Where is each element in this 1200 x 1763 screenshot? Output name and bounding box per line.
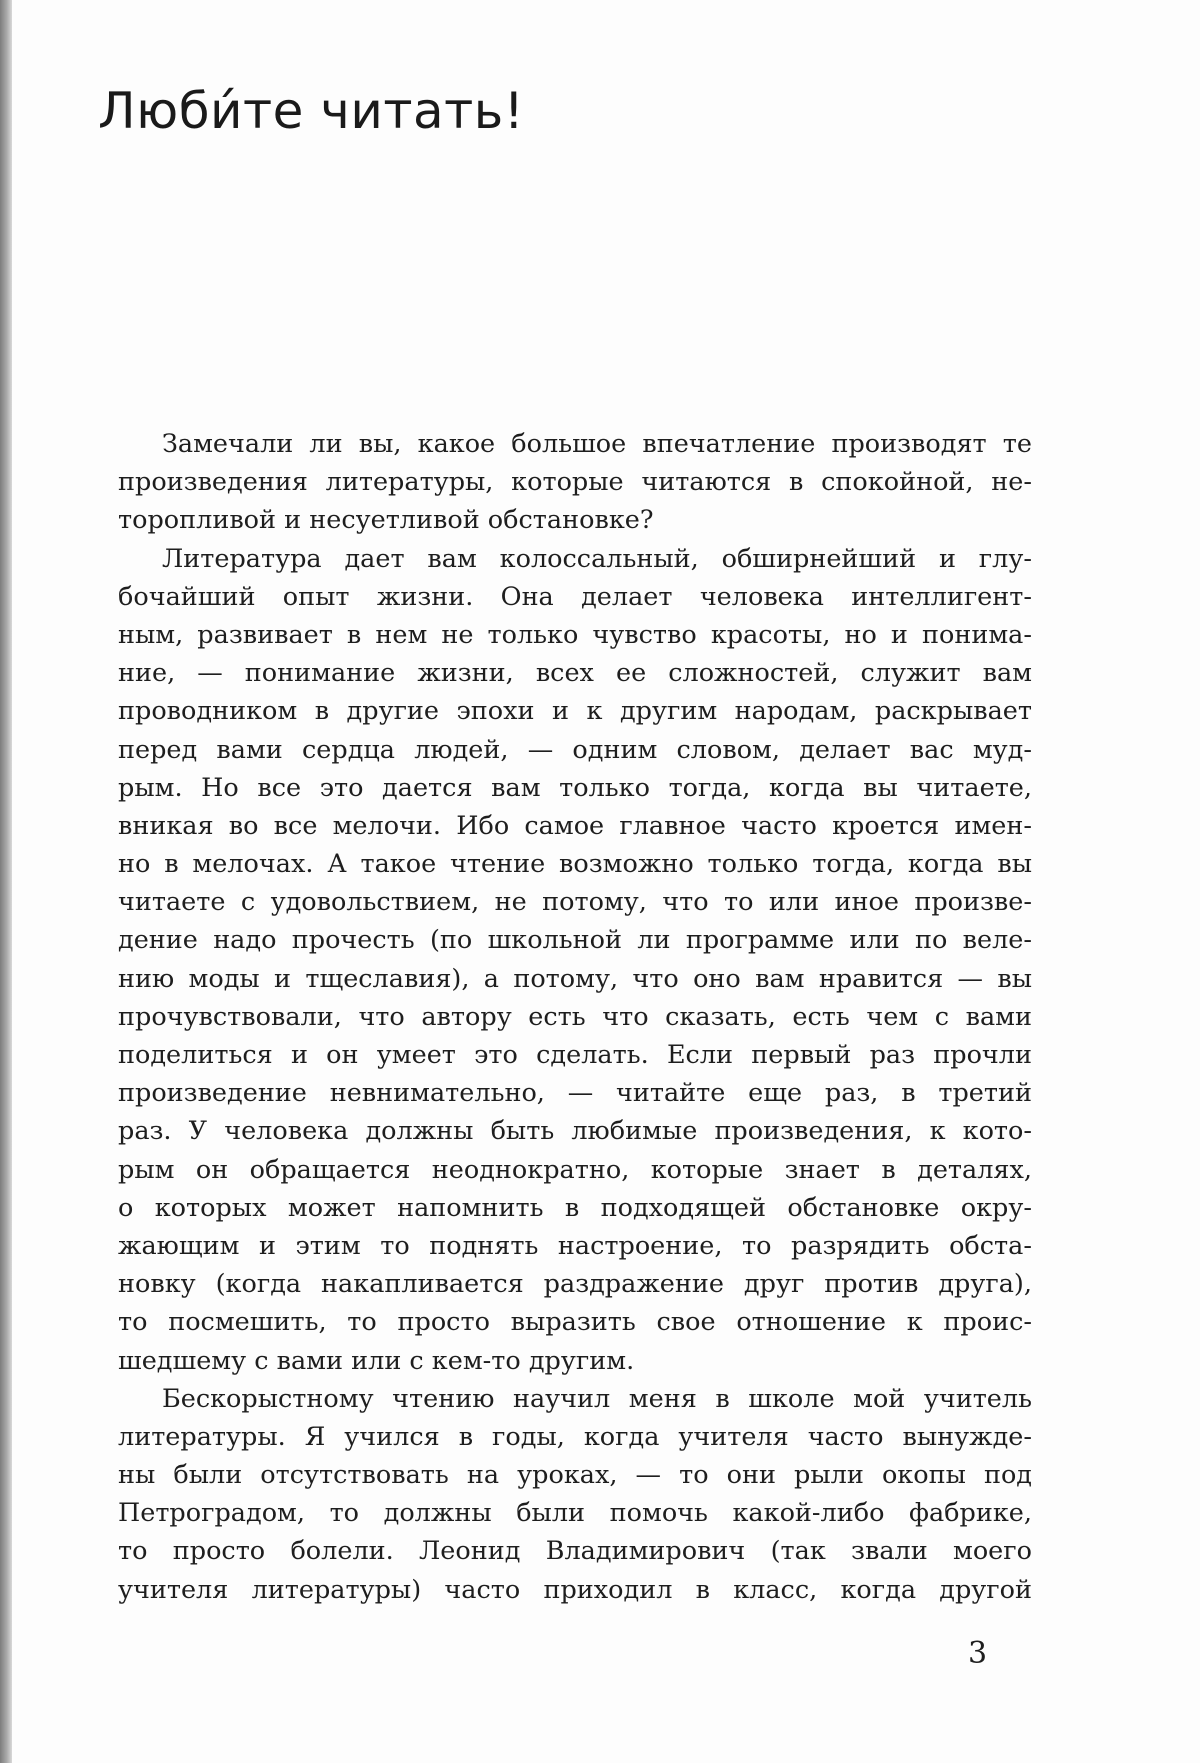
text-line: Литература дает вам колоссальный, обширнейший и глу-	[162, 543, 1032, 574]
text-line: учителя литературы) часто приходил в класс, когда другой	[118, 1574, 1032, 1605]
text-line: ны были отсутствовать на уроках, — то они рыли окопы под	[118, 1460, 1032, 1491]
text-line: торопливой и несуетливой обстановке?	[118, 505, 654, 536]
text-line: рым он обращается неоднократно, которые знает в деталях,	[118, 1154, 1032, 1185]
text-line: читаете с удовольствием, не потому, что то или иное произве-	[118, 887, 1032, 918]
text-line: жающим и этим то поднять настроение, то разрядить обста-	[118, 1230, 1032, 1261]
text-line: вникая во все мелочи. Ибо самое главное часто кроется имен-	[118, 810, 1032, 841]
text-line: перед вами сердца людей, — одним словом, делает вас муд-	[118, 734, 1032, 765]
text-line: но в мелочах. А такое чтение возможно только тогда, когда вы	[118, 849, 1032, 880]
text-line: дение надо прочесть (по школьной ли программе или по веле-	[118, 925, 1032, 956]
page-edge-shadow	[0, 0, 12, 1763]
text-line: Бескорыстному чтению научил меня в школе мой учитель	[162, 1383, 1032, 1414]
chapter-title: Люби́те читать!	[98, 82, 525, 140]
text-line: о которых может напомнить в подходящей обстановке окру-	[118, 1192, 1032, 1223]
text-line: проводником в другие эпохи и к другим народам, раскрывает	[118, 696, 1032, 727]
text-line: Замечали ли вы, какое большое впечатление производят те	[162, 429, 1032, 459]
page-number: 3	[968, 1636, 988, 1671]
text-line: произведения литературы, которые читаются в спокойной, не-	[118, 467, 1032, 498]
text-line: новку (когда накапливается раздражение друг против друга),	[118, 1269, 1032, 1300]
text-line: прочувствовали, что автору есть что сказать, есть чем с вами	[118, 1001, 1032, 1032]
text-line: ние, — понимание жизни, всех ее сложностей, служит вам	[118, 658, 1032, 689]
text-line: бочайший опыт жизни. Она делает человека интеллигент-	[118, 581, 1032, 612]
text-line: Петроградом, то должны были помочь какой-либо фабрике,	[118, 1498, 1032, 1529]
text-line: то посмешить, то просто выразить свое отношение к проис-	[118, 1307, 1032, 1338]
text-line: раз. У человека должны быть любимые произведения, к кото-	[118, 1116, 1032, 1147]
body-text	[118, 425, 1032, 1609]
text-line: нию моды и тщеславия), а потому, что оно вам нравится — вы	[118, 963, 1032, 994]
text-line: литературы. Я учился в годы, когда учителя часто вынужде-	[118, 1421, 1032, 1452]
book-page	[12, 0, 1200, 1763]
text-line: шедшему с вами или с кем-то другим.	[118, 1345, 635, 1376]
text-line: рым. Но все это дается вам только тогда, когда вы читаете,	[118, 772, 1032, 803]
text-line: поделиться и он умеет это сделать. Если первый раз прочли	[118, 1040, 1032, 1070]
text-line: то просто болели. Леонид Владимирович (так звали моего	[118, 1536, 1032, 1567]
text-line: ным, развивает в нем не только чувство красоты, но и понима-	[118, 619, 1032, 650]
text-line: произведение невнимательно, — читайте еще раз, в третий	[118, 1078, 1032, 1109]
